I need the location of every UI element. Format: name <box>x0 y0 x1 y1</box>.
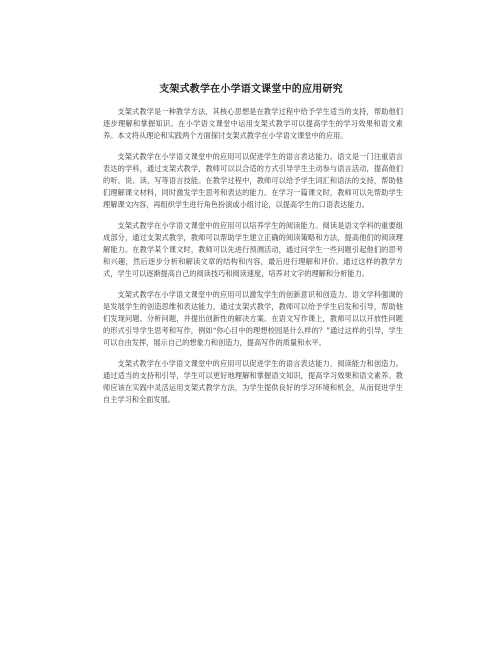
paragraph-4: 支架式教学在小学语文课堂中的应用可以激发学生的创新意识和创造力。语文学科强调的是发展学生的创造思维和表达能力，通过支架式教学，教师可以给予学生启发和引导，帮助他们发现问题、分析问题，并提出创新性的解决方案。在语文写作课上，教师可以以开放性问题的形式引导学生思考和写作，例如“你心目中的理想校园是什么样的？”通过这样的引导，学生可以自由发挥，展示自己的想象力和创造力，提高写作的质量和水平。 <box>103 289 403 348</box>
paragraph-3: 支架式教学在小学语文课堂中的应用可以培养学生的阅读能力。阅读是语文学科的重要组成部分，通过支架式教学，教师可以帮助学生建立正确的阅读策略和方法，提高他们的阅读理解能力。在教学某个课文时，教师可以先进行预测活动，通过问学生一些问题引起他们的思考和兴趣，然后逐步分析和解读文章的结构和内容，最后进行理解和评价。通过这样的教学方式，学生可以逐渐提高自己的阅读技巧和阅读速度，培养对文字的理解和分析能力。 <box>103 220 403 279</box>
document-title: 支架式教学在小学语文课堂中的应用研究 <box>159 84 343 95</box>
document-body <box>103 106 403 414</box>
paragraph-1: 支架式教学是一种教学方法，其核心思想是在教学过程中给予学生适当的支持，帮助他们逐步理解和掌握知识。在小学语文课堂中运用支架式教学可以提高学生的学习效果和语文素养。本文将从理论和实践两个方面探讨支架式教学在小学语文课堂中的应用。 <box>103 107 403 141</box>
paragraph-5: 支架式教学在小学语文课堂中的应用可以促进学生的语言表达能力、阅读能力和创造力。通过适当的支持和引导，学生可以更好地理解和掌握语文知识，提高学习效果和语文素养。教师应该在实践中灵活运用支架式教学方法，为学生提供良好的学习环境和机会，从而促进学生自主学习和全面发展。 <box>103 358 403 405</box>
paragraph-2: 支架式教学在小学语文课堂中的应用可以促进学生的语言表达能力。语文是一门注重语言表达的学科，通过支架式教学，教师可以以合适的方式引导学生主动参与语言活动，提高他们的听、说、读、写等语言技能。在教学过程中，教师可以给予学生词汇和语法的支持，帮助他们理解课文材料，同时激发学生思考和表达的能力。在学习一篇课文时，教师可以先帮助学生理解课文内容，再组织学生进行角色扮演或小组讨论，以提高学生的口语表达能力。 <box>103 151 403 210</box>
